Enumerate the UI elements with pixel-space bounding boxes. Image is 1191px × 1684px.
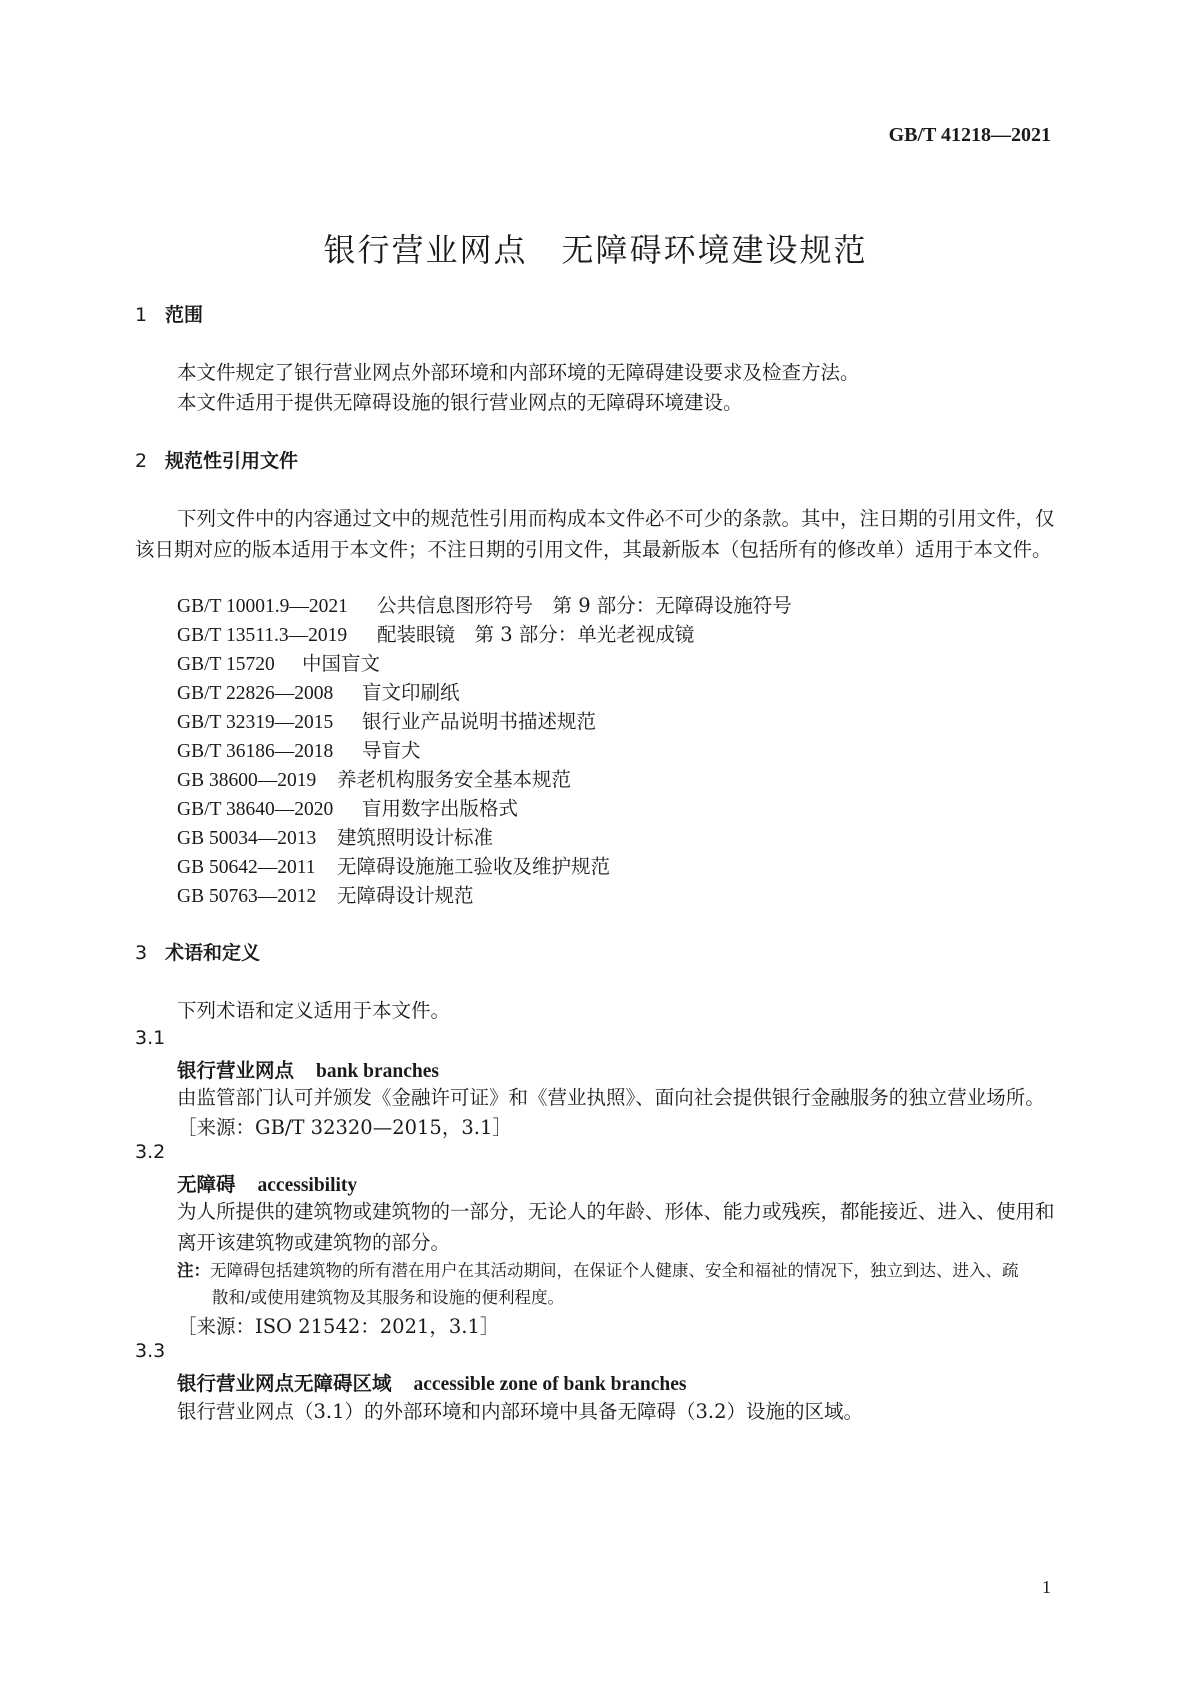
reference-item: GB/T 38640—2020 盲用数字出版格式 — [177, 797, 519, 820]
reference-item: GB 38600—2019 养老机构服务安全基本规范 — [177, 768, 572, 791]
term-heading — [177, 1169, 357, 1197]
term-source: ［来源：ISO 21542：2021，3.1］ — [177, 1315, 500, 1338]
section-title: 范围 — [165, 304, 204, 326]
reference-item: GB/T 10001.9—2021 公共信息图形符号 第 9 部分：无障碍设施符号 — [177, 594, 792, 617]
term-zh: 银行营业网点无障碍区域 — [177, 1372, 392, 1395]
term-en: accessible zone of bank branches — [413, 1374, 687, 1395]
section-3-heading — [135, 938, 260, 965]
term-heading — [177, 1055, 439, 1083]
clause-number: 3.2 — [135, 1141, 166, 1163]
section-number: 2 — [135, 450, 148, 472]
term-heading — [177, 1368, 687, 1396]
section-title: 规范性引用文件 — [165, 450, 299, 472]
reference-item: GB/T 13511.3—2019 配装眼镜 第 3 部分：单光老视成镜 — [177, 623, 695, 646]
page-number: 1 — [1042, 1577, 1051, 1597]
reference-item: GB 50034—2013 建筑照明设计标准 — [177, 826, 494, 849]
standard-number: GB/T 41218—2021 — [888, 124, 1051, 146]
reference-item: GB/T 36186—2018 导盲犬 — [177, 739, 421, 762]
note-label: 注： — [177, 1261, 210, 1280]
clause-number: 3.3 — [135, 1340, 166, 1362]
term-definition: 由监管部门认可并颁发《金融许可证》和《营业执照》、面向社会提供银行金融服务的独立营业场所。 — [177, 1086, 1045, 1109]
paragraph: 本文件适用于提供无障碍设施的银行营业网点的无障碍环境建设。 — [177, 391, 743, 414]
reference-item: GB 50642—2011 无障碍设施施工验收及维护规范 — [177, 855, 611, 878]
section-title: 术语和定义 — [165, 942, 261, 964]
clause-number: 3.1 — [135, 1027, 166, 1049]
section-number: 1 — [135, 304, 148, 326]
note-text: 无障碍包括建筑物的所有潜在用户在其活动期间，在保证个人健康、安全和福祉的情况下，独立到达、进入、疏 — [210, 1261, 1019, 1280]
term-definition: 银行营业网点（3.1）的外部环境和内部环境中具备无障碍（3.2）设施的区域。 — [177, 1400, 864, 1423]
document-title: 银行营业网点 无障碍环境建设规范 — [323, 231, 868, 269]
section-2-heading — [135, 446, 298, 473]
term-source: ［来源：GB/T 32320—2015，3.1］ — [177, 1116, 512, 1139]
section-1-heading — [135, 300, 203, 327]
reference-item: GB/T 22826—2008 盲文印刷纸 — [177, 681, 460, 704]
reference-item: GB 50763—2012 无障碍设计规范 — [177, 884, 474, 907]
term-zh: 无障碍 — [177, 1173, 236, 1196]
section-number: 3 — [135, 942, 148, 964]
paragraph: 本文件规定了银行营业网点外部环境和内部环境的无障碍建设要求及检查方法。 — [177, 361, 860, 384]
note-text: 散和/或使用建筑物及其服务和设施的便利程度。 — [212, 1288, 565, 1307]
term-en: accessibility — [257, 1175, 358, 1196]
term-en: bank branches — [316, 1061, 440, 1082]
reference-item: GB/T 32319—2015 银行业产品说明书描述规范 — [177, 710, 597, 733]
term-zh: 银行营业网点 — [177, 1059, 295, 1082]
term-definition: 为人所提供的建筑物或建筑物的一部分，无论人的年龄、形体、能力或残疾，都能接近、进入、使用和离开该建筑物或建筑物的部分。 — [177, 1200, 1055, 1254]
reference-item: GB/T 15720 中国盲文 — [177, 652, 381, 675]
paragraph: 下列术语和定义适用于本文件。 — [177, 999, 451, 1022]
term-note — [177, 1257, 1057, 1311]
normative-references-intro: 下列文件中的内容通过文中的规范性引用而构成本文件必不可少的条款。其中，注日期的引用文件，仅该日期对应的版本适用于本文件；不注日期的引用文件，其最新版本（包括所有的修改单）适用于本文件。 — [135, 507, 1055, 561]
